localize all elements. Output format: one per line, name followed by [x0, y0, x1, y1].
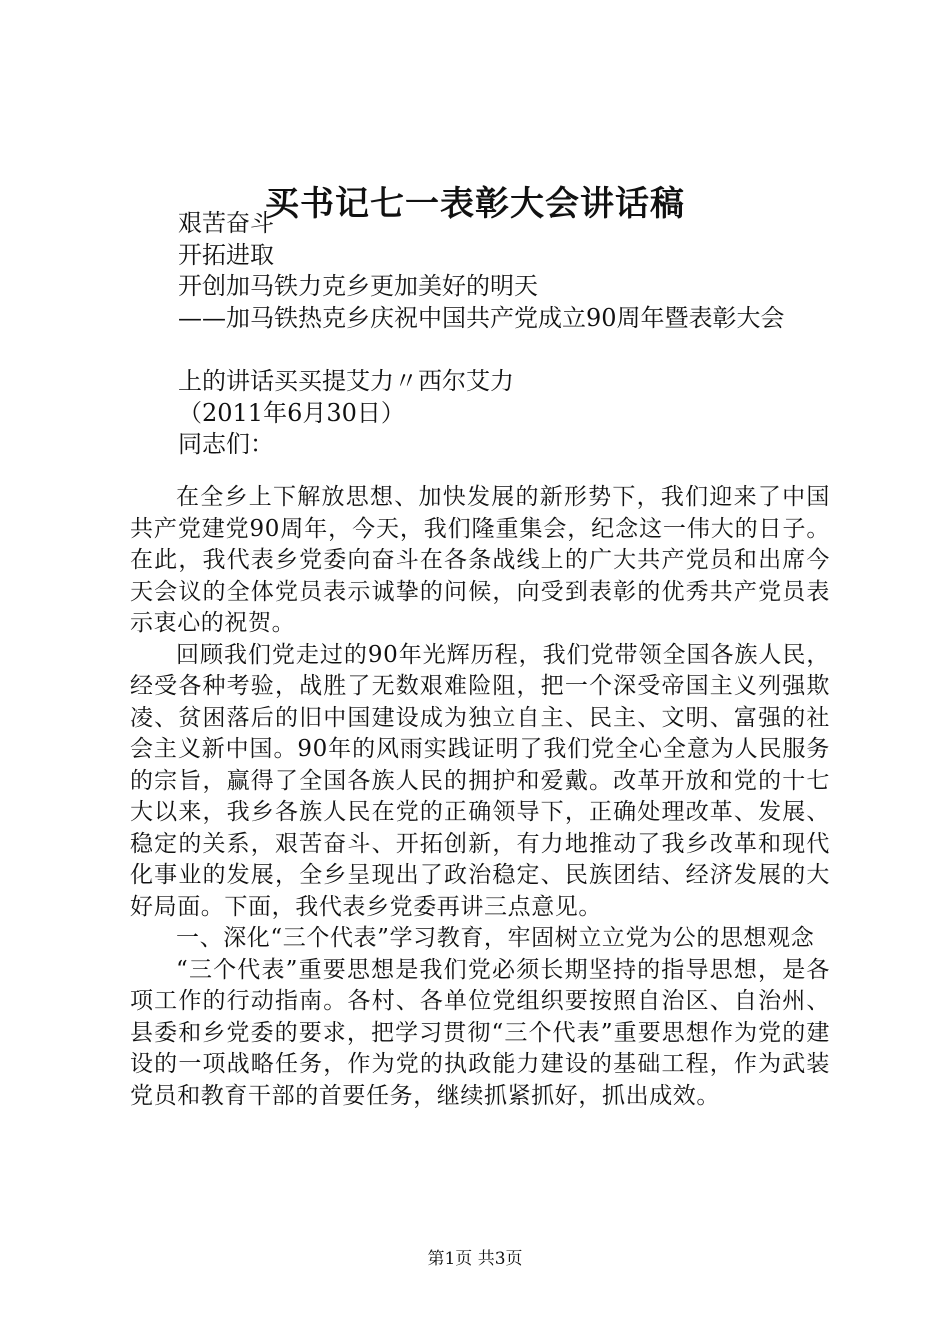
- document-body: [130, 482, 830, 1112]
- paragraph-opening: 在全乡上下解放思想、加快发展的新形势下，我们迎来了中国共产党建党90周年，今天，我们隆重集会，纪念这一伟大的日子。在此，我代表乡党委向奋斗在各条战线上的广大共产党员和出席今天会议的全体党员表示诚挚的问候，向受到表彰的优秀共产党员表示衷心的祝贺。: [130, 484, 830, 636]
- section-heading-one: 一、深化“三个代表”学习教育，牢固树立立党为公的思想观念: [176, 925, 815, 951]
- document-title: 买书记七一表彰大会讲话稿: [265, 184, 685, 224]
- paragraph-review: 回顾我们党走过的90年光辉历程，我们党带领全国各族人民，经受各种考验，战胜了无数艰难险阻，把一个深受帝国主义列强欺凌、贫困落后的旧中国建设成为独立自主、民主、文明、富强的社会主义新中国。90年的风雨实践证明了我们党全心全意为人民服务的宗旨，赢得了全国各族人民的拥护和爱戴。改革开放和党的十七大以来，我乡各族人民在党的正确领导下，正确处理改革、发展、稳定的关系，艰苦奋斗、开拓创新，有力地推动了我乡改革和现代化事业的发展，全乡呈现出了政治稳定、民族团结、经济发展的大好局面。下面，我代表乡党委再讲三点意见。: [130, 641, 830, 920]
- document-header: [178, 208, 878, 461]
- header-line-motto-1: 艰苦奋斗: [178, 209, 274, 237]
- header-line-salutation: 同志们：: [178, 430, 274, 458]
- header-line-subtitle: ——加马铁热克乡庆祝中国共产党成立90周年暨表彰大会: [178, 303, 785, 332]
- page-footer: 第1页 共3页: [427, 1249, 523, 1269]
- header-gap: [178, 334, 878, 366]
- header-line-motto-2: 开拓进取: [178, 240, 274, 269]
- paragraph-three-represents: “三个代表”重要思想是我们党必须长期坚持的指导思想，是各项工作的行动指南。各村、各单位党组织要按照自治区、自治州、县委和乡党委的要求，把学习贯彻“三个代表”重要思想作为党的建设的一项战略任务，作为党的执政能力建设的基础工程，作为武装党员和教育干部的首要任务，继续抓紧抓好，抓出成效。: [130, 956, 830, 1109]
- header-line-speaker: 上的讲话买买提艾力〃西尔艾力: [178, 367, 514, 395]
- header-line-motto-3: 开创加马铁力克乡更加美好的明天: [178, 272, 538, 300]
- header-line-date: （2011年6月30日）: [178, 398, 405, 427]
